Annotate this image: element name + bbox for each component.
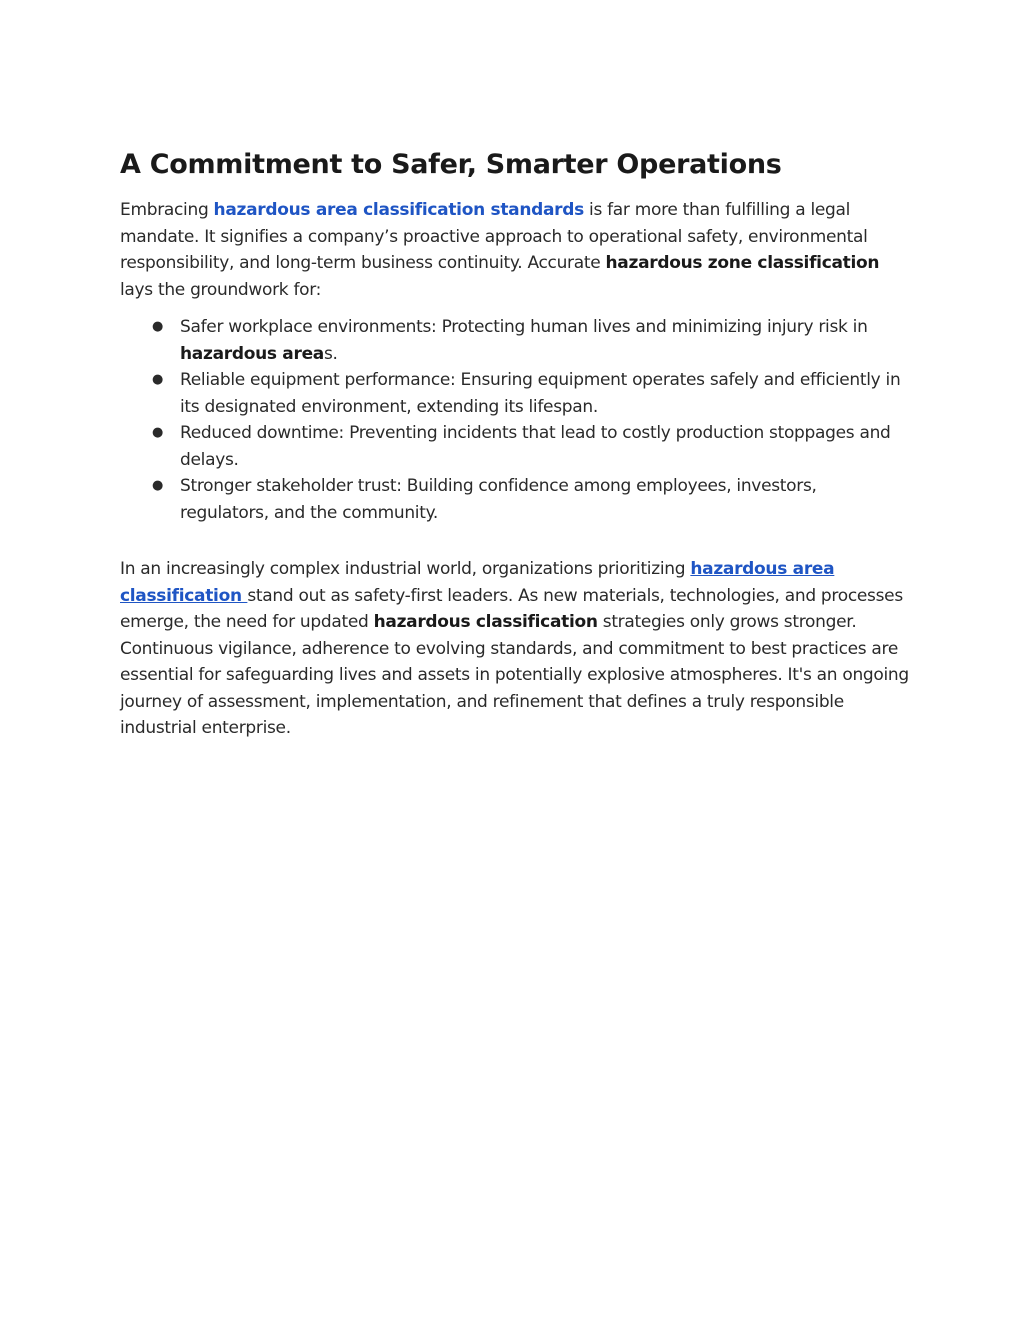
bullet-icon: ● — [152, 425, 164, 440]
intro-text-3: lays the groundwork for: — [120, 279, 322, 300]
list-item-suffix: s. — [323, 343, 338, 364]
list-item-text: Reduced downtime: Preventing incidents that lead to costly production stoppages and delays. — [180, 423, 891, 470]
closing-paragraph — [120, 556, 910, 742]
list-item — [120, 420, 910, 473]
hazardous-area-classification-link[interactable]: hazardous area classification — [120, 559, 835, 606]
list-item — [120, 314, 910, 367]
hazardous-area-standards-link[interactable]: hazardous area classification standards — [213, 200, 584, 220]
list-item-text: Reliable equipment performance: Ensuring equipment operates safely and efficiently in its designated environment, extending its lifespan. — [180, 370, 901, 417]
benefits-list — [120, 314, 910, 526]
bullet-icon: ● — [152, 372, 164, 387]
bullet-icon: ● — [152, 478, 164, 493]
page-title: A Commitment to Safer, Smarter Operations — [120, 149, 782, 180]
hazardous-zone-classification-keyword: hazardous zone classification — [605, 253, 880, 273]
document-page — [120, 144, 910, 742]
list-item-text: Safer workplace environments: Protecting human lives and minimizing injury risk in — [180, 317, 868, 337]
list-item-text: Stronger stakeholder trust: Building confidence among employees, investors, regulators, and the community. — [180, 476, 817, 523]
intro-text-1: Embracing — [120, 200, 214, 220]
closing-text-2: stand out as safety-first leaders. As new materials, technologies, and processes emerge, the need for updated — [120, 585, 903, 632]
hazardous-area-keyword: hazardous area — [180, 343, 324, 364]
hazardous-classification-keyword: hazardous classification — [373, 612, 598, 632]
closing-text-1: In an increasingly complex industrial world, organizations prioritizing — [120, 559, 691, 579]
closing-text-3: strategies only grows stronger. Continuous vigilance, adherence to evolving standards, and commitment to best practices are essential for safeguarding lives and assets in potentially explosive atmospheres. It's an ongoing journey of assessment, implementation, and refinement that defines a truly responsible industrial enterprise. — [120, 612, 909, 738]
list-item — [120, 367, 910, 420]
bullet-icon: ● — [152, 319, 164, 334]
intro-text-2: is far more than fulfilling a legal mandate. It signifies a company’s proactive approach to operational safety, environmental responsibility, and long-term business continuity. Accurate — [120, 200, 868, 273]
list-item — [120, 473, 910, 526]
intro-paragraph — [120, 197, 910, 303]
